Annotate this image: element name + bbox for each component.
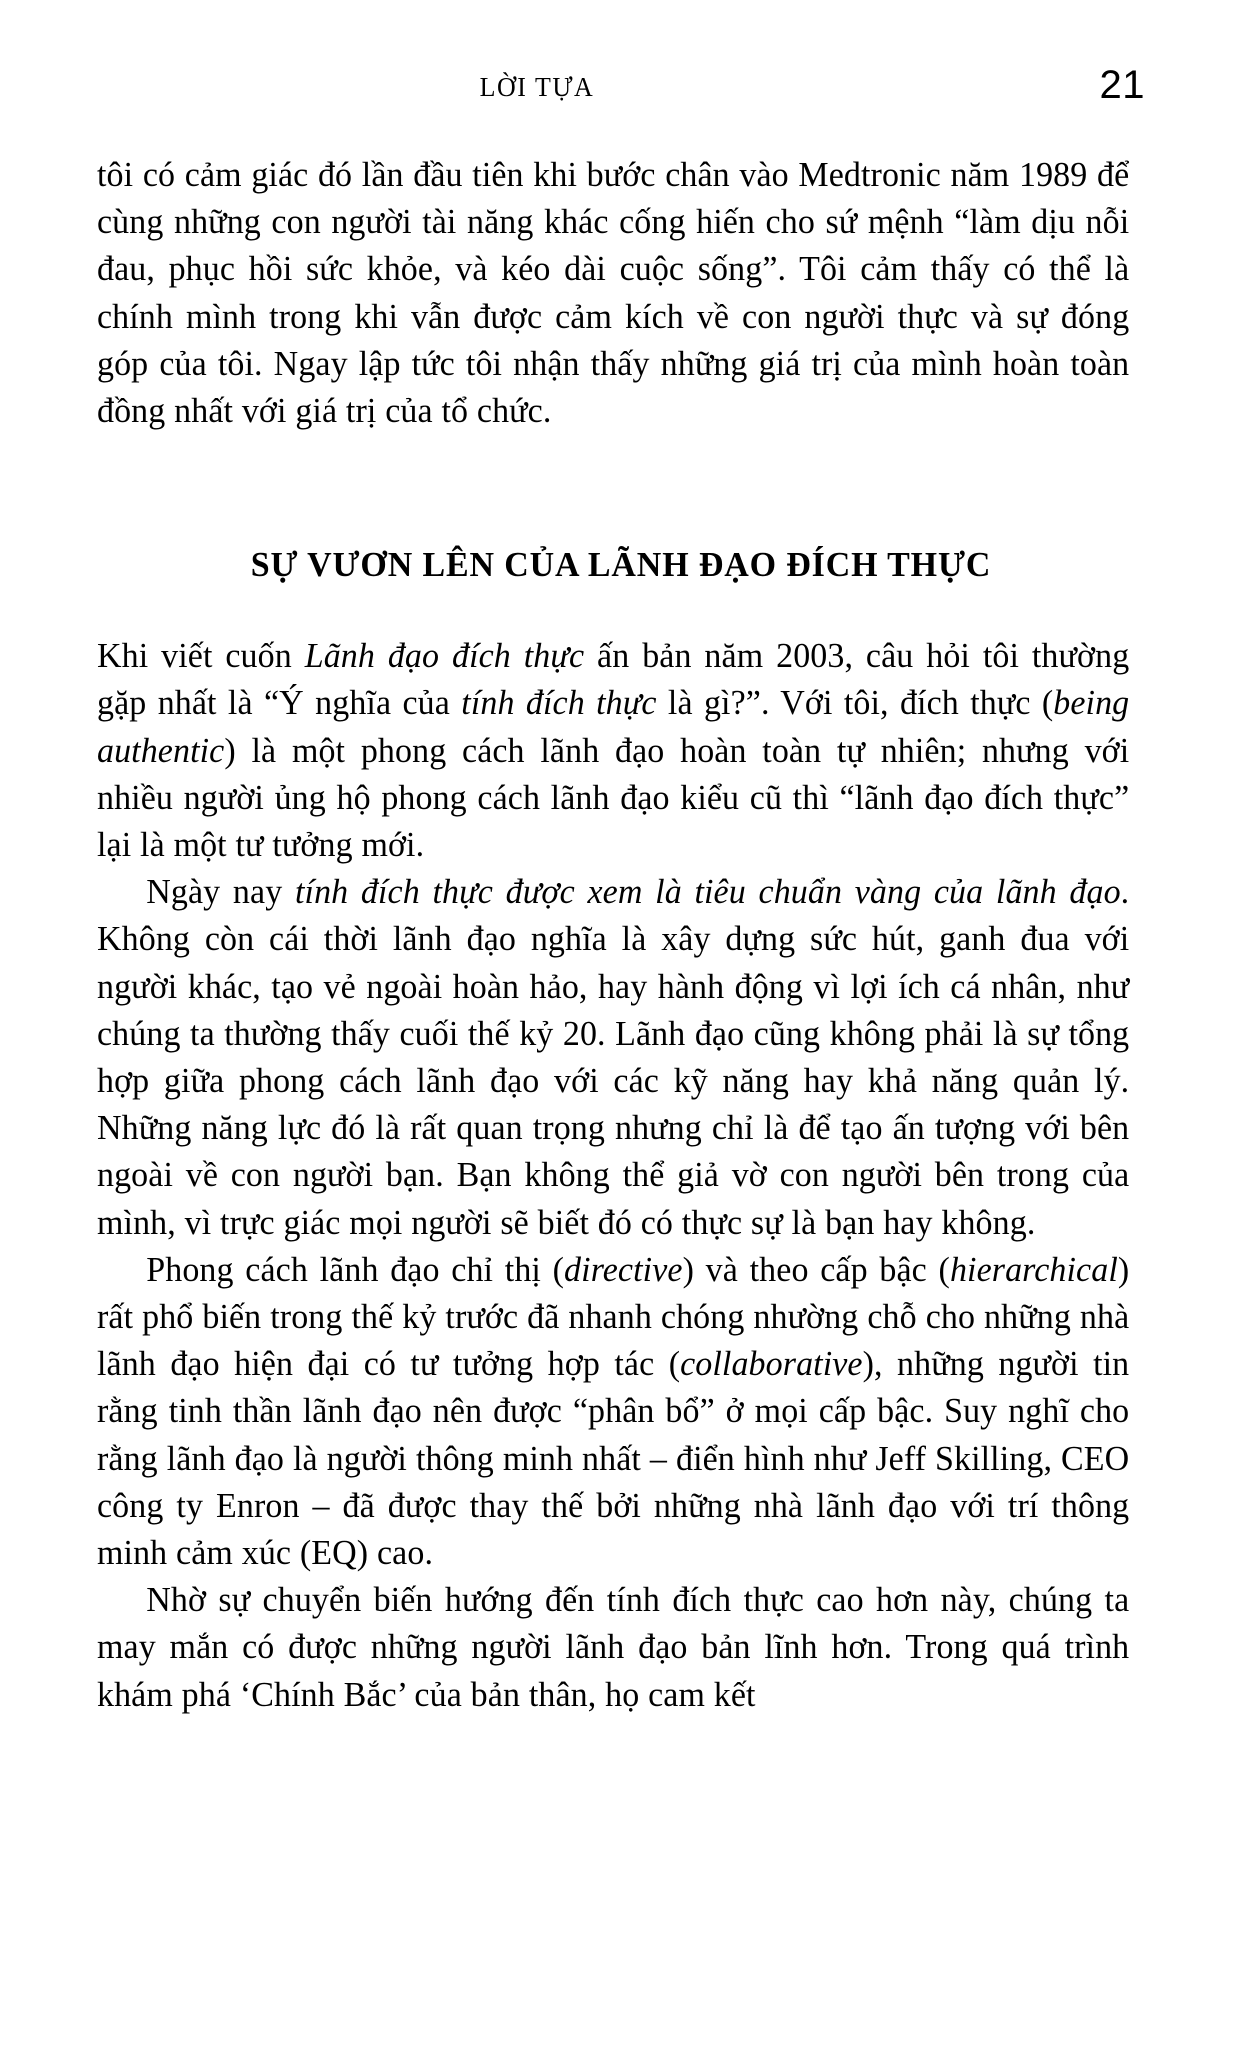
text-run: . Không còn cái thời lãnh đạo nghĩa là xây dựng sức hút, ganh đua với người khác, tạo vẻ ngoài hoàn hảo, hay hành động vì lợi ích cá nhân, như chúng ta thường thấy cuối thế kỷ 20. Lãnh đạo cũng không phải là sự tổng hợp giữa phong cách lãnh đạo với các kỹ năng hay khả năng quản lý. Những năng lực đó là rất quan trọng nhưng chỉ là để tạo ấn tượng với bên ngoài về con người bạn. Bạn không thể giả vờ con người bên trong của mình, vì trực giác mọi người sẽ biết đó có thực sự là bạn hay không.	[97, 873, 1130, 1242]
text-run: tôi có cảm giác đó lần đầu tiên khi bước chân vào Medtronic năm 1989 để cùng những con người tài năng khác cống hiến cho sứ mệnh “làm dịu nỗi đau, phục hồi sức khỏe, và kéo dài cuộc sống”. Tôi cảm thấy có thể là chính mình trong khi vẫn được cảm kích về con người thực và sự đóng góp của tôi. Ngay lập tức tôi nhận thấy những giá trị của mình hoàn toàn đồng nhất với giá trị của tổ chức.	[97, 156, 1130, 431]
italic-run: tính đích thực được xem là tiêu chuẩn vàng của lãnh đạo	[294, 873, 1121, 912]
text-run: Ngày nay	[146, 873, 295, 912]
italic-run: Lãnh đạo đích thực	[304, 637, 585, 676]
text-run: Phong cách lãnh đạo chỉ thị (	[146, 1250, 565, 1289]
paragraph-3	[97, 869, 1129, 1247]
spacer-before-heading	[97, 435, 1145, 543]
paragraph-5	[97, 1577, 1129, 1719]
text-run: ) là một phong cách lãnh đạo hoàn toàn tự nhiên; nhưng với nhiều người ủng hộ phong cách lãnh đạo kiểu cũ thì “lãnh đạo đích thực” lại là một tư tưởng mới.	[97, 731, 1130, 865]
running-head-title: LỜI TỰA	[479, 72, 595, 102]
text-run: ) rất phổ biến trong thế kỷ trước đã nhanh chóng nhường chỗ cho những nhà lãnh đạo hiện đại có tư tưởng hợp tác (	[97, 1250, 1130, 1384]
text-run: Nhờ sự chuyển biến hướng đến tính đích thực cao hơn này, chúng ta may mắn có được những người lãnh đạo bản lĩnh hơn. Trong quá trình khám phá ‘Chính Bắc’ của bản thân, họ cam kết	[97, 1581, 1130, 1714]
italic-run: tính đích thực	[461, 684, 657, 723]
paragraph-2	[97, 633, 1129, 869]
paragraph-4	[97, 1247, 1129, 1577]
section-heading: SỰ VƯƠN LÊN CỦA LÃNH ĐẠO ĐÍCH THỰC	[250, 545, 992, 585]
paragraph-1	[97, 152, 1129, 435]
body-text-block	[97, 152, 1145, 1719]
running-head	[97, 62, 1145, 122]
italic-run: directive	[564, 1250, 683, 1289]
text-run: ), những người tin rằng tinh thần lãnh đạo nên được “phân bổ” ở mọi cấp bậc. Suy nghĩ cho rằng lãnh đạo là người thông minh nhất – điển hình như Jeff Skilling, CEO công ty Enron – đã được thay thế bởi những nhà lãnh đạo với trí thông minh cảm xúc (EQ) cao.	[97, 1345, 1130, 1573]
italic-run: collaborative	[680, 1345, 863, 1384]
text-run: Khi viết cuốn	[97, 637, 305, 676]
text-run: ) và theo cấp bậc (	[682, 1250, 950, 1289]
italic-run: being authentic	[97, 684, 1130, 770]
text-run: ấn bản năm 2003, câu hỏi tôi thường gặp nhất là “Ý nghĩa của	[97, 637, 1130, 723]
page-number: 21	[1099, 63, 1145, 107]
spacer-after-heading	[97, 587, 1145, 633]
italic-run: hierarchical	[949, 1250, 1118, 1289]
text-run: là gì?”. Với tôi, đích thực (	[656, 684, 1054, 723]
